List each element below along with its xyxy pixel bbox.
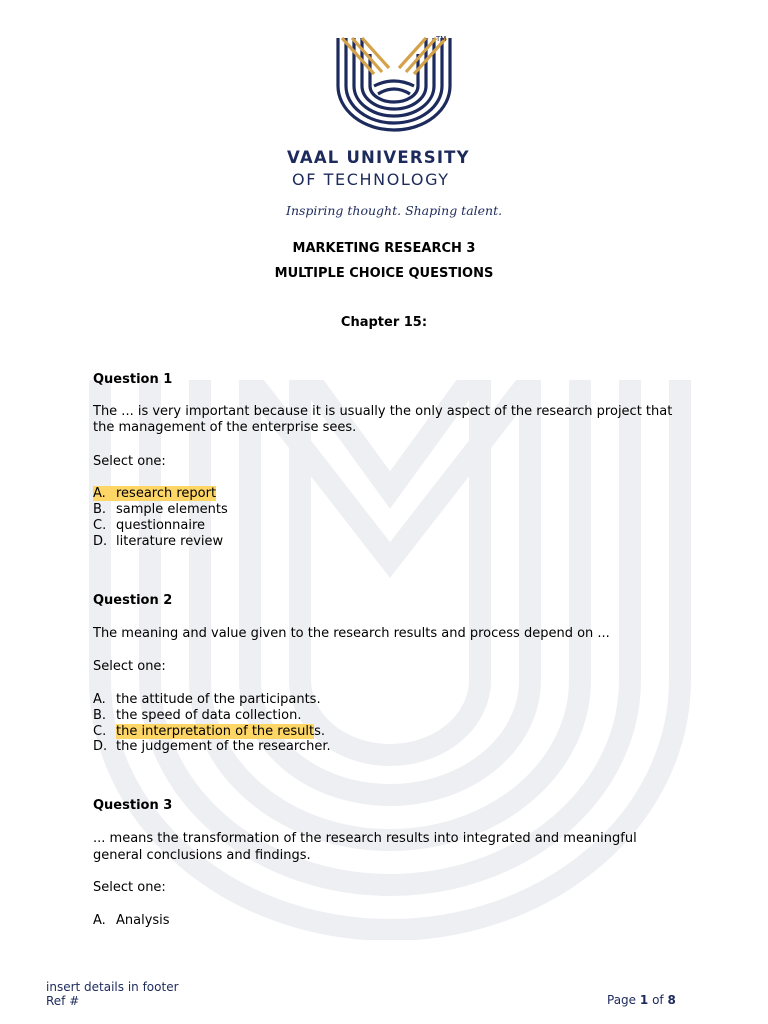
question-text: The ... is very important because it is usually the only aspect of the research project that	[93, 404, 673, 419]
answer-option: D. the judgement of the researcher.	[93, 739, 331, 754]
answer-option-highlighted: A. research report	[93, 486, 217, 501]
answer-option: C. questionnaire	[93, 518, 206, 533]
university-tagline: Inspiring thought. Shaping talent.	[286, 203, 503, 218]
question-text: the management of the enterprise sees.	[93, 420, 357, 435]
select-one-label: Select one:	[93, 454, 166, 469]
select-one-label: Select one:	[93, 880, 166, 895]
university-name-line2: OF TECHNOLOGY	[292, 170, 450, 189]
footer-ref: Ref #	[46, 994, 80, 1008]
question-heading: Question 2	[93, 593, 173, 608]
answer-option: B. the speed of data collection.	[93, 708, 302, 723]
chapter-heading: Chapter 15:	[340, 315, 428, 330]
university-name-line1: VAAL UNIVERSITY	[287, 148, 470, 167]
footer-details: insert details in footer	[46, 980, 179, 994]
document-subtitle: MULTIPLE CHOICE QUESTIONS	[274, 266, 494, 281]
select-one-label: Select one:	[93, 659, 166, 674]
page-number: Page 1 of 8	[607, 993, 676, 1007]
question-text: The meaning and value given to the research results and process depend on ...	[93, 626, 610, 641]
question-text: ... means the transformation of the research results into integrated and meaningful	[93, 831, 637, 846]
answer-option: D. literature review	[93, 534, 224, 549]
answer-option: B. sample elements	[93, 502, 228, 517]
trademark-symbol: TM	[436, 35, 447, 43]
answer-option: A. Analysis	[93, 913, 170, 928]
answer-option: A. the attitude of the participants.	[93, 692, 321, 707]
question-heading: Question 3	[93, 798, 173, 813]
question-heading: Question 1	[93, 372, 173, 387]
answer-option-highlighted: C. the interpretation of the results.	[93, 724, 325, 739]
document-title: MARKETING RESEARCH 3	[292, 241, 476, 256]
question-text: general conclusions and findings.	[93, 848, 311, 863]
vut-logo-icon	[334, 34, 454, 132]
